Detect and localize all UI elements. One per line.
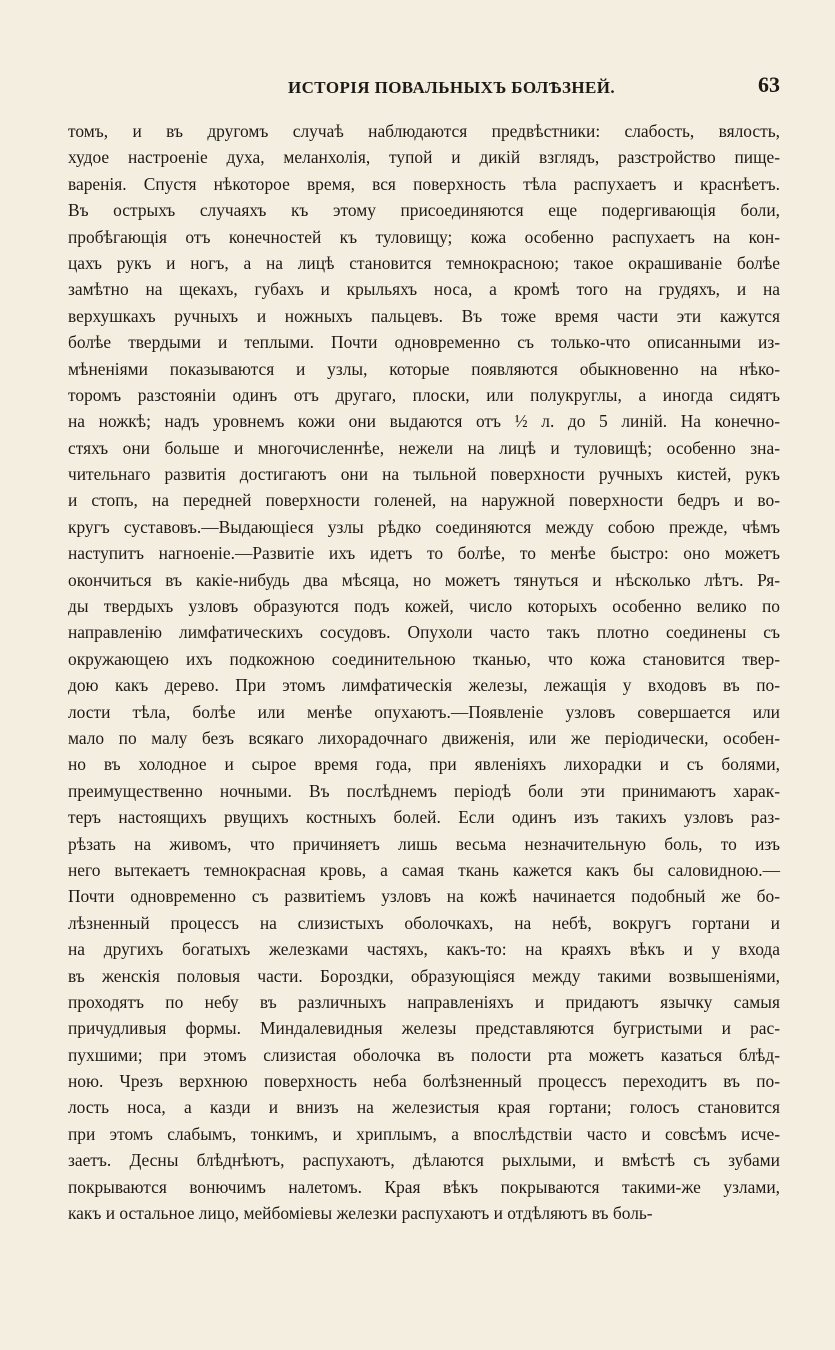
text-line: торомъ разстояніи одинъ отъ другаго, плоски, или полукруглы, а иногда сидятъ (68, 384, 780, 405)
text-line: но въ холодное и сырое время года, при явленіяхъ лихорадки и съ болями, (68, 754, 780, 775)
text-line: и стопъ, на передней поверхности голеней, на наружной поверхности бедръ и во- (68, 490, 780, 511)
text-line: болѣе твердыми и теплыми. Почти одновременно съ только-что описанными из- (68, 332, 780, 353)
text-line: проходятъ по небу въ различныхъ направленіяхъ и придаютъ язычку самыя (68, 991, 780, 1012)
text-line: теръ настоящихъ рвущихъ костныхъ болей. Если одинъ изъ такихъ узловъ раз- (68, 807, 780, 828)
text-line: ды твердыхъ узловъ образуются подъ кожей, число которыхъ особенно велико по (68, 596, 780, 617)
text-line: покрываются вонючимъ налетомъ. Края вѣкъ покрываются такими-же узлами, (68, 1176, 780, 1197)
text-line: на другихъ богатыхъ железками частяхъ, какъ-то: на краяхъ вѣкъ и у входа (68, 939, 780, 960)
text-line: худое настроеніе духа, меланхолія, тупой и дикій взглядъ, разстройство пище- (68, 147, 780, 168)
text-line: какъ и остальное лицо, мейбоміевы железки распухаютъ и отдѣляютъ въ боль- (68, 1203, 653, 1224)
text-line: Въ острыхъ случаяхъ къ этому присоединяются еще подергивающія боли, (68, 200, 780, 221)
page-number: 63 (758, 72, 780, 97)
running-head: ИСТОРІЯ ПОВАЛЬНЫХЪ БОЛѢЗНЕЙ. (288, 78, 616, 97)
text-line: на ножкѣ; надъ уровнемъ кожи они выдаются отъ ½ л. до 5 линій. На конечно- (68, 411, 780, 432)
text-line: стяхъ они больше и многочисленнѣе, нежели на лицѣ и туловищѣ; особенно зна- (68, 437, 780, 458)
text-line: окружающею ихъ подкожною соединительною тканью, что кожа становится твер- (68, 648, 780, 669)
text-line: лѣзненный процессъ на слизистыхъ оболочкахъ, на небѣ, вокругъ гортани и (68, 912, 780, 933)
text-line: пухшими; при этомъ слизистая оболочка въ полости рта можетъ казаться блѣд- (68, 1044, 780, 1065)
text-line: заетъ. Десны блѣднѣютъ, распухаютъ, дѣлаются рыхлыми, и вмѣстѣ съ зубами (68, 1150, 780, 1171)
text-line: при этомъ слабымъ, тонкимъ, и хриплымъ, а впослѣдствіи часто и совсѣмъ исче- (68, 1123, 780, 1144)
page-header (68, 72, 780, 108)
text-line: цахъ рукъ и ногъ, а на лицѣ становится темнокрасною; такое окрашиваніе болѣе (68, 252, 780, 273)
text-line: верхушкахъ ручныхъ и ножныхъ пальцевъ. Въ тоже время части эти кажутся (68, 305, 780, 326)
text-line: пробѣгающія отъ конечностей къ туловищу; кожа особенно распухаетъ на кон- (68, 226, 780, 247)
text-line: рѣзать на живомъ, что причиняетъ лишь весьма незначительную боль, то изъ (68, 833, 780, 854)
text-line: него вытекаетъ темнокрасная кровь, а самая ткань кажется какъ бы саловидною.— (68, 859, 780, 880)
text-line: варенія. Спустя нѣкоторое время, вся поверхность тѣла распухаетъ и краснѣетъ. (68, 173, 780, 194)
body-text (68, 118, 780, 1226)
text-line: направленію лимфатическихъ сосудовъ. Опухоли часто такъ плотно соединены съ (68, 622, 780, 643)
text-line: кругъ суставовъ.—Выдающіеся узлы рѣдко соединяются между собою прежде, чѣмъ (68, 516, 780, 537)
text-line: въ женскія половыя части. Бороздки, образующіяся между такими возвышеніями, (68, 965, 780, 986)
text-line: преимущественно ночными. Въ послѣднемъ періодѣ боли эти принимаютъ харак- (68, 780, 780, 801)
text-line: окончиться въ какіе-нибудь два мѣсяца, но можетъ тянуться и нѣсколько лѣтъ. Ря- (68, 569, 780, 590)
text-line: ною. Чрезъ верхнюю поверхность неба болѣзненный процессъ переходитъ въ по- (68, 1071, 780, 1092)
text-line: замѣтно на щекахъ, губахъ и крыльяхъ носа, а кромѣ того на грудяхъ, и на (68, 279, 780, 300)
text-line: мало по малу безъ всякаго лихорадочнаго движенія, или же періодически, особен- (68, 727, 780, 748)
text-line: томъ, и въ другомъ случаѣ наблюдаются предвѣстники: слабость, вялость, (68, 121, 780, 141)
text-line: лость носа, а казди и внизъ на железистыя края гортани; голосъ становится (68, 1097, 780, 1118)
text-line: чительнаго развитія достигаютъ они на тыльной поверхности ручныхъ кистей, рукъ (68, 464, 780, 485)
text-line: Почти одновременно съ развитіемъ узловъ на кожѣ начинается подобный же бо- (68, 886, 780, 907)
text-line: дою какъ дерево. При этомъ лимфатическія железы, лежащія у входовъ въ по- (68, 675, 780, 696)
text-line: мѣненіями показываются и узлы, которые появляются обыкновенно на нѣко- (68, 358, 780, 379)
text-line: лости тѣла, болѣе или менѣе опухаютъ.—Появленіе узловъ совершается или (68, 701, 780, 722)
text-line: наступитъ нагноеніе.—Развитіе ихъ идетъ то болѣе, то менѣе быстро: оно можетъ (68, 543, 780, 564)
text-line: причудливыя формы. Миндалевидныя железы представляются бугристыми и рас- (68, 1018, 780, 1039)
